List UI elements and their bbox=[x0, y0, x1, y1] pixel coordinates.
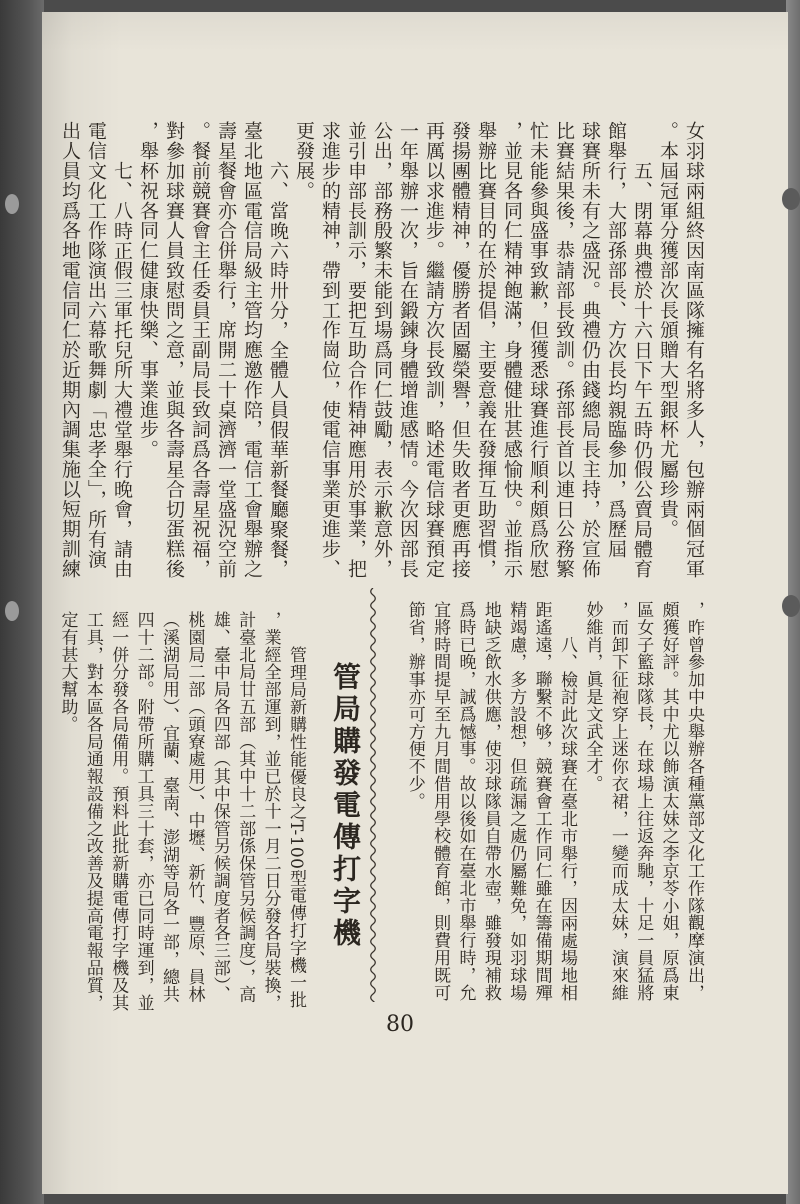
text-column: 四十二部。附帶所購工具三十套，亦已同時運到，並 bbox=[133, 611, 154, 1012]
binder-hole bbox=[5, 601, 19, 621]
paragraph-start-column: 八、檢討此次球賽在臺北市舉行，因兩處場地相 bbox=[557, 635, 578, 1002]
text-column: 計臺北局廿五部（其中十二部係保管另候調度），高 bbox=[235, 611, 256, 1003]
text-column: 雄、臺中局各四部（其中保管另候調度者各三部）、 bbox=[209, 611, 230, 1003]
text-column: 對參加球賽人員致慰問之意，並與各壽星合切蛋糕後 bbox=[163, 121, 185, 579]
text-column: 。本屆冠軍分獲部次長頒贈大型銀杯尤屬珍貴。 bbox=[657, 121, 679, 539]
text-column: ，昨曾參加中央舉辦各種黨部文化工作隊觀摩演出， bbox=[684, 601, 704, 1002]
paragraph-start-column: 五、閉幕典禮於十六日下午五時仍假公賣局體育 bbox=[631, 160, 653, 579]
text-column: 並引申部長訓示，要把互助合作精神應用於事業，把 bbox=[345, 121, 367, 579]
text-column: 定有甚大幫助。 bbox=[57, 611, 78, 733]
text-column: 桃園局二部（頭寮處用）、中壢、新竹、豐原、員林 bbox=[184, 611, 205, 1003]
text-column: 發揚團體精神，優勝者固屬榮譽，但失敗者更應再接 bbox=[449, 121, 471, 579]
text-column: 宜將時間提早至九月間借用學校體育館，則費用既可 bbox=[430, 601, 451, 1002]
lower-left-text-block bbox=[54, 611, 308, 1015]
text-column: 出人員均爲各地電信同仁於近期內調集施以短期訓練 bbox=[59, 121, 81, 579]
text-column: 公出，部務殷繁未能到場爲同仁鼓勵，表示歉意外， bbox=[371, 121, 393, 579]
text-column: ，而卸下征袍穿上迷你衣裙，一變而成太妹，演來維 bbox=[607, 601, 628, 1002]
text-column: 精竭慮，多方設想，但疏漏之處仍屬難免，如羽球場 bbox=[506, 601, 527, 1002]
article-title: 管局購發電傳打字機 bbox=[329, 662, 362, 950]
text-column: 電信文化工作隊演出六幕歌舞劇「忠孝全」，所有演 bbox=[85, 121, 107, 570]
paragraph-start-column: 管理局新購性能優良之T-100型電傳打字機一批 bbox=[286, 645, 306, 1009]
text-column: 妙維肖，眞是文武全才。 bbox=[582, 601, 603, 793]
page-number: 80 bbox=[386, 1012, 414, 1037]
text-column: 經一併分發各局備用。預料此批新購電傳打字機及其 bbox=[108, 611, 129, 1012]
paragraph-start-column: 六、當晚六時卅分，全體人員假華新餐廳聚餐， bbox=[267, 160, 289, 579]
text-column: 求進步的精神，帶到工作崗位，使電信事業更進步、 bbox=[319, 121, 341, 579]
text-column: ，業經全部運到，並已於十一月二日分發各局裝換， bbox=[260, 611, 281, 1012]
text-column: 工具，對本區各局通報設備之改善及提高電報品質， bbox=[82, 611, 103, 1012]
text-column: 區女子籃球隊長，在球場上往返奔馳，十足一員猛將 bbox=[633, 601, 654, 1002]
text-column: 距遙遠，聯繫不够，競賽會工作同仁雖在籌備期間殫 bbox=[531, 601, 552, 1002]
text-column: 節省，辦事亦可方便不少。 bbox=[404, 601, 425, 810]
text-column: 臺北地區電信局級主管均應邀作陪，電信工會舉辦之 bbox=[241, 121, 263, 579]
text-column: 壽星餐會亦合併舉行，席開二十桌濟濟一堂盛況空前 bbox=[215, 121, 237, 579]
text-column: 。餐前競賽會主任委員王副局長致詞爲各壽星祝福， bbox=[189, 121, 211, 579]
scan-background-left bbox=[0, 0, 44, 1204]
binder-hole bbox=[782, 595, 800, 617]
text-column: 比賽結果後，恭請部長致訓。孫部長首以連日公務繁 bbox=[553, 121, 575, 579]
text-column: 舉辦比賽目的在於提倡，主要意義在發揮互助習慣， bbox=[475, 121, 497, 579]
text-column: 忙未能參與盛事致歉，但獲悉球賽進行順利頗爲欣慰 bbox=[527, 121, 549, 579]
text-column: 爲時已晚，誠爲憾事。故以後如在臺北市舉行時，允 bbox=[455, 601, 476, 1002]
paragraph-start-column: 七、八時正假三軍托兒所大禮堂舉行晚會，請由 bbox=[111, 160, 133, 579]
text-column: 球賽所未有之盛況。典禮仍由錢總局長主持，於宣佈 bbox=[579, 121, 601, 579]
text-column: 地缺乏飲水供應，使羽球隊員自帶水壺，雖發現補救 bbox=[480, 601, 501, 1002]
text-column: （溪湖局用）、宜蘭、臺南、澎湖等局各一部，總共 bbox=[159, 611, 180, 1003]
upper-text-block bbox=[57, 121, 707, 583]
text-column: 館舉行，大部孫部長、方次長均親臨參加，爲歷屆 bbox=[605, 121, 627, 559]
binder-hole bbox=[782, 188, 800, 210]
lower-right-text-block bbox=[401, 601, 706, 1005]
text-column: ，舉杯祝各同仁健康快樂、事業進步。 bbox=[137, 121, 159, 460]
text-column: 更發展。 bbox=[293, 121, 315, 201]
text-column: ，並見各同仁精神飽滿，身體健壯甚感愉快。並指示 bbox=[501, 121, 523, 579]
text-column: 再厲以求進步。繼請方次長致訓，略述電信球賽預定 bbox=[423, 121, 445, 579]
text-column: 女羽球兩組終因南區隊擁有名將多人，包辦兩個冠軍 bbox=[683, 121, 705, 579]
wavy-divider bbox=[366, 588, 380, 1002]
text-column: 頗獲好評。其中尤以飾演太妹之李京苓小姐，原爲東 bbox=[658, 601, 679, 1002]
binder-hole bbox=[5, 194, 19, 214]
text-column: 一年舉辦一次，旨在鍛鍊身體增進感情。今次因部長 bbox=[397, 121, 419, 579]
